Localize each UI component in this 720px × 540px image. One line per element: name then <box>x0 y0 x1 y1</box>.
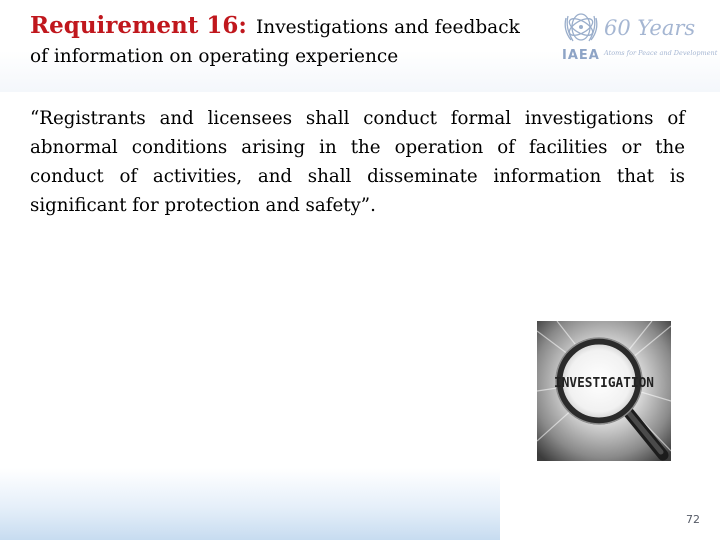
anniversary-text: 60 Years <box>604 16 696 40</box>
slide-title <box>30 12 520 39</box>
iaea-emblem-icon <box>560 8 602 48</box>
investigation-label: INVESTIGATION <box>554 375 654 391</box>
title-heading-line2: of information on operating experience <box>30 46 399 67</box>
requirement-number: Requirement 16: <box>30 12 247 39</box>
iaea-60-years-logo <box>560 8 718 64</box>
requirement-quote: “Registrants and licensees shall conduct formal investigations of abnormal conditions arising in the operation of facilities or the conduct of activities, and shall disseminate information that is significant for protection and safety”. <box>30 108 685 216</box>
footer-band <box>0 468 500 540</box>
investigation-magnifier-image <box>537 321 671 461</box>
title-heading-line1: Investigations and feedback <box>255 17 520 38</box>
footer-right-panel <box>500 468 720 540</box>
logo-tagline: Atoms for Peace and Development <box>604 49 718 57</box>
iaea-wordmark: IAEA <box>562 48 600 63</box>
page-number: 72 <box>686 513 700 526</box>
